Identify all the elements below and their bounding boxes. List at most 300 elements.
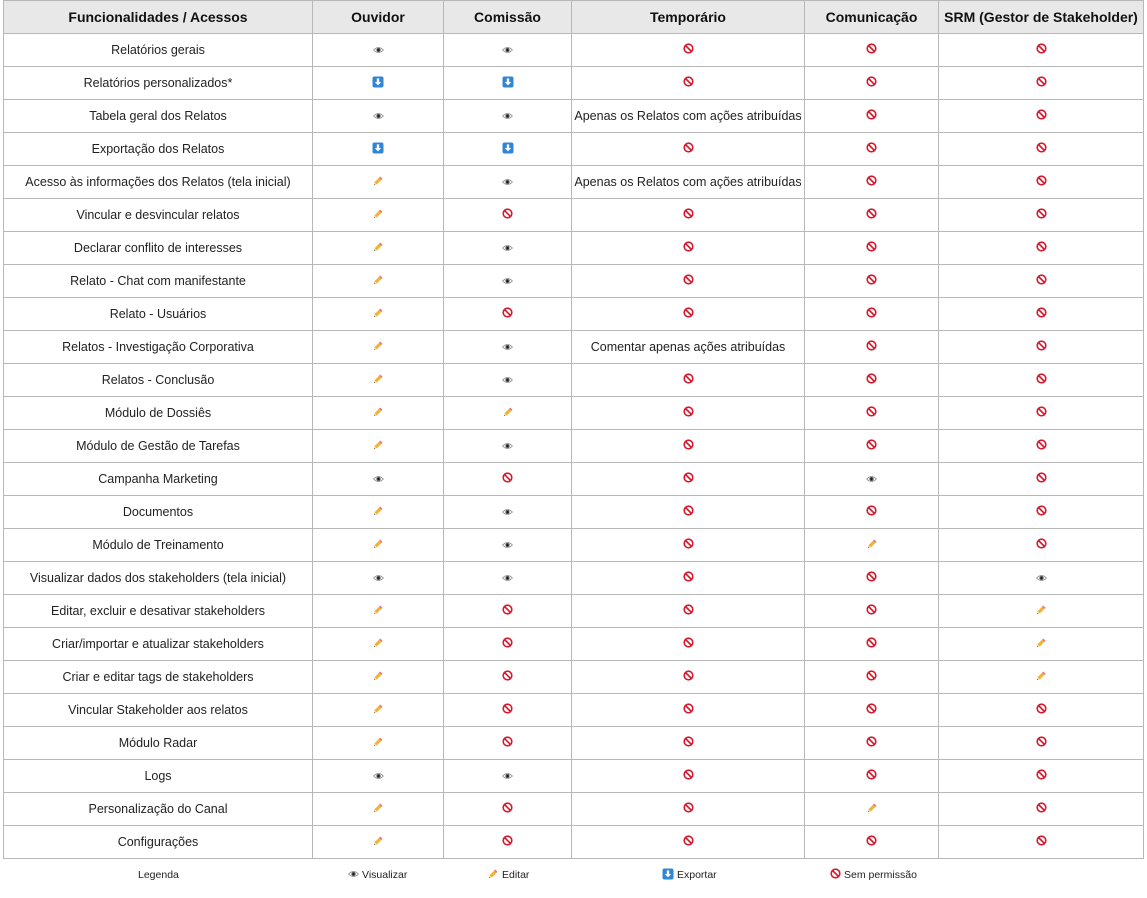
cell-srm — [939, 364, 1144, 397]
cell-comissao — [444, 562, 572, 595]
cell-temporario — [572, 793, 805, 826]
eye-icon — [373, 43, 384, 57]
table-body — [4, 34, 1144, 859]
table-row — [4, 34, 1144, 67]
table-row — [4, 199, 1144, 232]
cell-temporario — [572, 760, 805, 793]
cell-ouvidor — [313, 562, 444, 595]
no-permission-icon — [1036, 835, 1047, 849]
pencil-icon — [372, 439, 384, 454]
cell-feature: Módulo Radar — [4, 727, 313, 760]
cell-ouvidor — [313, 496, 444, 529]
legend-export — [662, 868, 717, 882]
pencil-icon — [1035, 604, 1047, 619]
pencil-icon — [372, 538, 384, 553]
table-row — [4, 529, 1144, 562]
cell-temporario — [572, 628, 805, 661]
cell-comissao — [444, 496, 572, 529]
cell-comissao — [444, 661, 572, 694]
no-permission-icon — [1036, 43, 1047, 57]
no-permission-icon — [683, 274, 694, 288]
cell-comissao — [444, 595, 572, 628]
cell-srm — [939, 430, 1144, 463]
no-permission-icon — [502, 670, 513, 684]
no-permission-icon — [502, 208, 513, 222]
no-permission-icon — [683, 43, 694, 57]
no-permission-icon — [683, 241, 694, 255]
cell-temporario — [572, 463, 805, 496]
cell-feature: Editar, excluir e desativar stakeholders — [4, 595, 313, 628]
no-permission-icon — [502, 703, 513, 717]
cell-comunicacao — [805, 331, 939, 364]
permissions-table — [3, 0, 1144, 859]
cell-comissao — [444, 166, 572, 199]
no-permission-icon — [1036, 472, 1047, 486]
no-permission-icon — [866, 406, 877, 420]
header-row — [4, 1, 1144, 34]
cell-srm — [939, 67, 1144, 100]
cell-temporario — [572, 298, 805, 331]
no-permission-icon — [683, 307, 694, 321]
cell-comunicacao — [805, 133, 939, 166]
cell-temporario — [572, 364, 805, 397]
cell-feature: Módulo de Dossiês — [4, 397, 313, 430]
cell-temporario — [572, 397, 805, 430]
header-srm: SRM (Gestor de Stakeholder) — [939, 1, 1144, 34]
table-row — [4, 298, 1144, 331]
cell-comissao — [444, 694, 572, 727]
legend-none — [830, 868, 917, 882]
cell-comissao — [444, 463, 572, 496]
cell-ouvidor — [313, 199, 444, 232]
cell-comunicacao — [805, 793, 939, 826]
no-permission-icon — [866, 736, 877, 750]
table-row — [4, 595, 1144, 628]
no-permission-icon — [502, 472, 513, 486]
cell-temporario — [572, 496, 805, 529]
cell-ouvidor — [313, 595, 444, 628]
table-row — [4, 727, 1144, 760]
eye-icon — [502, 571, 513, 585]
no-permission-icon — [866, 505, 877, 519]
no-permission-icon — [683, 637, 694, 651]
cell-srm — [939, 331, 1144, 364]
no-permission-icon — [866, 571, 877, 585]
no-permission-icon — [683, 505, 694, 519]
pencil-icon — [372, 175, 384, 190]
eye-icon — [502, 175, 513, 189]
cell-srm — [939, 793, 1144, 826]
no-permission-icon — [866, 109, 877, 123]
cell-ouvidor — [313, 760, 444, 793]
cell-comissao — [444, 793, 572, 826]
no-permission-icon — [866, 274, 877, 288]
eye-icon — [502, 439, 513, 453]
cell-comissao — [444, 628, 572, 661]
no-permission-icon — [866, 604, 877, 618]
cell-ouvidor — [313, 364, 444, 397]
no-permission-icon — [866, 142, 877, 156]
table-row — [4, 694, 1144, 727]
no-permission-icon — [1036, 736, 1047, 750]
cell-temporario — [572, 232, 805, 265]
cell-temporario — [572, 661, 805, 694]
no-permission-icon — [866, 76, 877, 90]
cell-srm — [939, 628, 1144, 661]
no-permission-icon — [683, 802, 694, 816]
cell-srm — [939, 100, 1144, 133]
table-row — [4, 166, 1144, 199]
cell-ouvidor — [313, 232, 444, 265]
pencil-icon — [372, 505, 384, 520]
cell-feature: Personalização do Canal — [4, 793, 313, 826]
cell-ouvidor — [313, 826, 444, 859]
permissions-table-container — [3, 0, 1144, 859]
cell-feature: Relato - Usuários — [4, 298, 313, 331]
eye-icon — [502, 505, 513, 519]
cell-srm — [939, 133, 1144, 166]
eye-icon — [502, 241, 513, 255]
cell-temporario — [572, 562, 805, 595]
no-permission-icon — [1036, 307, 1047, 321]
cell-feature: Criar/importar e atualizar stakeholders — [4, 628, 313, 661]
table-row — [4, 562, 1144, 595]
cell-comissao — [444, 298, 572, 331]
no-permission-icon — [502, 802, 513, 816]
table-row — [4, 496, 1144, 529]
cell-ouvidor — [313, 67, 444, 100]
no-permission-icon — [683, 703, 694, 717]
cell-comunicacao — [805, 826, 939, 859]
cell-srm — [939, 397, 1144, 430]
eye-icon — [502, 769, 513, 783]
no-permission-icon — [866, 241, 877, 255]
no-permission-icon — [1036, 703, 1047, 717]
cell-ouvidor — [313, 430, 444, 463]
header-comissao: Comissão — [444, 1, 572, 34]
no-permission-icon — [1036, 76, 1047, 90]
no-permission-icon — [1036, 373, 1047, 387]
cell-feature: Logs — [4, 760, 313, 793]
cell-comissao — [444, 727, 572, 760]
cell-feature: Campanha Marketing — [4, 463, 313, 496]
table-row — [4, 364, 1144, 397]
pencil-icon — [372, 241, 384, 256]
pencil-icon — [372, 604, 384, 619]
cell-ouvidor — [313, 265, 444, 298]
legend-view-label: Visualizar — [362, 869, 408, 881]
cell-srm — [939, 463, 1144, 496]
pencil-icon — [372, 802, 384, 817]
no-permission-icon — [683, 208, 694, 222]
cell-srm — [939, 826, 1144, 859]
no-permission-icon — [830, 868, 841, 882]
cell-temporario: Apenas os Relatos com ações atribuídas — [572, 100, 805, 133]
no-permission-icon — [683, 373, 694, 387]
cell-srm — [939, 265, 1144, 298]
cell-ouvidor — [313, 298, 444, 331]
cell-temporario — [572, 34, 805, 67]
cell-feature: Vincular Stakeholder aos relatos — [4, 694, 313, 727]
export-icon — [662, 868, 674, 883]
no-permission-icon — [683, 76, 694, 90]
cell-comissao — [444, 265, 572, 298]
cell-feature: Configurações — [4, 826, 313, 859]
pencil-icon — [372, 208, 384, 223]
cell-feature: Documentos — [4, 496, 313, 529]
table-row — [4, 628, 1144, 661]
pencil-icon — [372, 703, 384, 718]
no-permission-icon — [1036, 505, 1047, 519]
cell-srm — [939, 496, 1144, 529]
cell-comunicacao — [805, 496, 939, 529]
table-row — [4, 760, 1144, 793]
no-permission-icon — [683, 670, 694, 684]
table-row — [4, 265, 1144, 298]
export-icon — [372, 76, 384, 91]
export-icon — [502, 142, 514, 157]
cell-ouvidor — [313, 100, 444, 133]
cell-comunicacao — [805, 628, 939, 661]
cell-feature: Relatos - Investigação Corporativa — [4, 331, 313, 364]
export-icon — [502, 76, 514, 91]
no-permission-icon — [866, 670, 877, 684]
eye-icon — [373, 109, 384, 123]
no-permission-icon — [1036, 175, 1047, 189]
header-ouvidor: Ouvidor — [313, 1, 444, 34]
pencil-icon — [866, 802, 878, 817]
table-row — [4, 826, 1144, 859]
cell-feature: Tabela geral dos Relatos — [4, 100, 313, 133]
cell-comunicacao — [805, 463, 939, 496]
cell-comissao — [444, 232, 572, 265]
cell-comunicacao — [805, 562, 939, 595]
table-row — [4, 430, 1144, 463]
no-permission-icon — [1036, 241, 1047, 255]
cell-comunicacao — [805, 430, 939, 463]
cell-comunicacao — [805, 595, 939, 628]
table-row — [4, 661, 1144, 694]
eye-icon — [502, 274, 513, 288]
no-permission-icon — [866, 175, 877, 189]
cell-temporario — [572, 727, 805, 760]
legend-edit — [487, 868, 529, 882]
pencil-icon — [372, 373, 384, 388]
cell-comunicacao — [805, 694, 939, 727]
eye-icon — [502, 109, 513, 123]
cell-ouvidor — [313, 34, 444, 67]
cell-srm — [939, 199, 1144, 232]
pencil-icon — [372, 637, 384, 652]
cell-comunicacao — [805, 232, 939, 265]
cell-comunicacao — [805, 67, 939, 100]
cell-srm — [939, 760, 1144, 793]
pencil-icon — [866, 538, 878, 553]
cell-feature: Visualizar dados dos stakeholders (tela inicial) — [4, 562, 313, 595]
no-permission-icon — [683, 736, 694, 750]
no-permission-icon — [866, 43, 877, 57]
eye-icon — [348, 869, 359, 881]
cell-comissao — [444, 529, 572, 562]
cell-ouvidor — [313, 133, 444, 166]
no-permission-icon — [1036, 208, 1047, 222]
table-row — [4, 100, 1144, 133]
cell-feature: Exportação dos Relatos — [4, 133, 313, 166]
eye-icon — [373, 769, 384, 783]
cell-comissao — [444, 760, 572, 793]
table-row — [4, 397, 1144, 430]
cell-srm — [939, 694, 1144, 727]
pencil-icon — [372, 274, 384, 289]
cell-ouvidor — [313, 166, 444, 199]
no-permission-icon — [1036, 802, 1047, 816]
pencil-icon — [372, 736, 384, 751]
legend-title — [138, 868, 179, 882]
cell-comunicacao — [805, 397, 939, 430]
cell-ouvidor — [313, 661, 444, 694]
cell-feature: Relatórios gerais — [4, 34, 313, 67]
cell-feature: Vincular e desvincular relatos — [4, 199, 313, 232]
no-permission-icon — [866, 637, 877, 651]
eye-icon — [502, 373, 513, 387]
cell-temporario — [572, 595, 805, 628]
no-permission-icon — [502, 835, 513, 849]
no-permission-icon — [1036, 538, 1047, 552]
no-permission-icon — [683, 142, 694, 156]
cell-comissao — [444, 199, 572, 232]
header-comunicacao: Comunicação — [805, 1, 939, 34]
no-permission-icon — [1036, 109, 1047, 123]
cell-comunicacao — [805, 364, 939, 397]
cell-ouvidor — [313, 463, 444, 496]
no-permission-icon — [1036, 439, 1047, 453]
cell-srm — [939, 727, 1144, 760]
no-permission-icon — [683, 439, 694, 453]
no-permission-icon — [1036, 274, 1047, 288]
cell-comissao — [444, 100, 572, 133]
no-permission-icon — [683, 406, 694, 420]
cell-comunicacao — [805, 199, 939, 232]
table-row — [4, 133, 1144, 166]
no-permission-icon — [866, 835, 877, 849]
eye-icon — [373, 571, 384, 585]
cell-feature: Relato - Chat com manifestante — [4, 265, 313, 298]
no-permission-icon — [683, 472, 694, 486]
no-permission-icon — [1036, 142, 1047, 156]
eye-icon — [502, 340, 513, 354]
cell-ouvidor — [313, 694, 444, 727]
no-permission-icon — [502, 604, 513, 618]
cell-temporario — [572, 265, 805, 298]
cell-feature: Declarar conflito de interesses — [4, 232, 313, 265]
pencil-icon — [372, 340, 384, 355]
cell-ouvidor — [313, 793, 444, 826]
cell-comunicacao — [805, 166, 939, 199]
table-row — [4, 793, 1144, 826]
no-permission-icon — [502, 736, 513, 750]
no-permission-icon — [866, 373, 877, 387]
cell-comunicacao — [805, 661, 939, 694]
pencil-icon — [372, 307, 384, 322]
pencil-icon — [1035, 637, 1047, 652]
header-temporario: Temporário — [572, 1, 805, 34]
no-permission-icon — [866, 439, 877, 453]
cell-srm — [939, 232, 1144, 265]
no-permission-icon — [683, 571, 694, 585]
cell-comunicacao — [805, 298, 939, 331]
pencil-icon — [372, 670, 384, 685]
cell-ouvidor — [313, 529, 444, 562]
cell-srm — [939, 562, 1144, 595]
no-permission-icon — [502, 637, 513, 651]
cell-comunicacao — [805, 760, 939, 793]
cell-temporario — [572, 826, 805, 859]
cell-comissao — [444, 67, 572, 100]
cell-temporario — [572, 529, 805, 562]
cell-temporario — [572, 133, 805, 166]
cell-comissao — [444, 397, 572, 430]
cell-comissao — [444, 364, 572, 397]
no-permission-icon — [866, 769, 877, 783]
pencil-icon — [372, 406, 384, 421]
cell-comissao — [444, 133, 572, 166]
table-row — [4, 232, 1144, 265]
cell-comunicacao — [805, 265, 939, 298]
cell-comunicacao — [805, 727, 939, 760]
cell-feature: Acesso às informações dos Relatos (tela inicial) — [4, 166, 313, 199]
cell-comissao — [444, 331, 572, 364]
cell-comissao — [444, 34, 572, 67]
pencil-icon — [487, 868, 499, 883]
eye-icon — [1036, 571, 1047, 585]
no-permission-icon — [683, 604, 694, 618]
cell-comunicacao — [805, 100, 939, 133]
cell-comissao — [444, 430, 572, 463]
table-row — [4, 331, 1144, 364]
cell-srm — [939, 34, 1144, 67]
cell-srm — [939, 529, 1144, 562]
cell-comunicacao — [805, 529, 939, 562]
no-permission-icon — [683, 835, 694, 849]
pencil-icon — [1035, 670, 1047, 685]
header-feature: Funcionalidades / Acessos — [4, 1, 313, 34]
no-permission-icon — [1036, 769, 1047, 783]
cell-feature: Relatórios personalizados* — [4, 67, 313, 100]
cell-srm — [939, 166, 1144, 199]
cell-feature: Criar e editar tags de stakeholders — [4, 661, 313, 694]
legend-title-text: Legenda — [138, 869, 179, 881]
no-permission-icon — [683, 538, 694, 552]
export-icon — [372, 142, 384, 157]
cell-temporario: Comentar apenas ações atribuídas — [572, 331, 805, 364]
cell-feature: Relatos - Conclusão — [4, 364, 313, 397]
eye-icon — [866, 472, 877, 486]
no-permission-icon — [866, 208, 877, 222]
no-permission-icon — [866, 307, 877, 321]
table-row — [4, 67, 1144, 100]
cell-feature: Módulo de Treinamento — [4, 529, 313, 562]
no-permission-icon — [866, 703, 877, 717]
cell-temporario: Apenas os Relatos com ações atribuídas — [572, 166, 805, 199]
no-permission-icon — [683, 769, 694, 783]
cell-ouvidor — [313, 727, 444, 760]
legend-none-label: Sem permissão — [844, 869, 917, 881]
legend-view — [348, 868, 407, 882]
no-permission-icon — [1036, 340, 1047, 354]
cell-ouvidor — [313, 331, 444, 364]
cell-comissao — [444, 826, 572, 859]
table-row — [4, 463, 1144, 496]
